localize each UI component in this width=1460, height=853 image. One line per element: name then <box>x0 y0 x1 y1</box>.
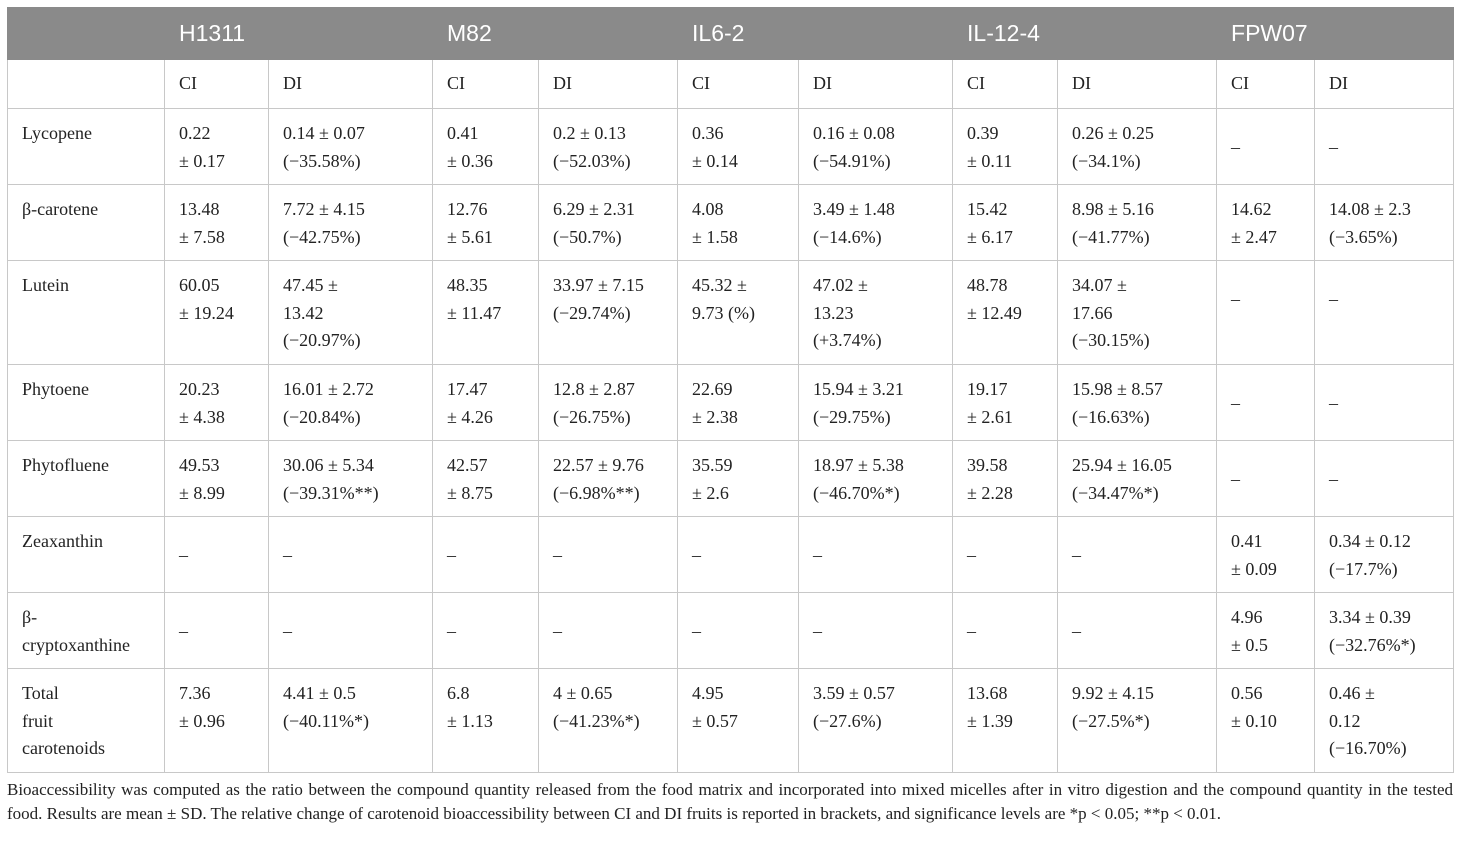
data-cell: 8.98 ± 5.16 (−41.77%) <box>1058 185 1217 261</box>
data-cell: – <box>1329 393 1339 413</box>
data-cell: – <box>553 621 563 641</box>
group-header: IL-12-4 <box>953 8 1217 60</box>
data-cell: 39.58 ± 2.28 <box>953 441 1058 517</box>
data-cell: 20.23 ± 4.38 <box>165 365 269 441</box>
subheader-cell: CI <box>953 60 1058 109</box>
data-cell: 19.17 ± 2.61 <box>953 365 1058 441</box>
data-cell: 49.53 ± 8.99 <box>165 441 269 517</box>
group-header-row <box>8 8 1454 60</box>
data-cell: 0.2 ± 0.13 (−52.03%) <box>539 109 678 185</box>
table-row <box>8 365 1454 441</box>
data-cell-wrap <box>953 593 1058 669</box>
row-label: Phytoene <box>8 365 165 441</box>
data-cell: – <box>283 621 292 641</box>
data-cell: 15.94 ± 3.21 (−29.75%) <box>799 365 953 441</box>
table-row <box>8 669 1454 773</box>
data-cell: 7.72 ± 4.15 (−42.75%) <box>269 185 433 261</box>
data-cell: 0.36 ± 0.14 <box>678 109 799 185</box>
data-cell: – <box>1072 545 1082 565</box>
corner-cell <box>8 8 165 60</box>
data-cell: 0.41 ± 0.09 <box>1217 517 1315 593</box>
data-cell: 25.94 ± 16.05 (−34.47%*) <box>1058 441 1217 517</box>
group-header: H1311 <box>165 8 433 60</box>
data-cell: 48.35 ± 11.47 <box>433 261 539 365</box>
data-cell-wrap <box>799 593 953 669</box>
data-cell: – <box>1231 393 1241 413</box>
data-cell: – <box>283 545 292 565</box>
data-cell: 0.46 ± 0.12 (−16.70%) <box>1315 669 1454 773</box>
data-cell: – <box>179 545 188 565</box>
row-label: β-carotene <box>8 185 165 261</box>
data-cell: 33.97 ± 7.15 (−29.74%) <box>539 261 678 365</box>
row-label: Total fruit carotenoids <box>8 669 165 773</box>
group-header: IL6-2 <box>678 8 953 60</box>
data-cell: 15.98 ± 8.57 (−16.63%) <box>1058 365 1217 441</box>
data-cell: – <box>447 621 457 641</box>
group-header: M82 <box>433 8 678 60</box>
data-cell: – <box>1231 289 1241 309</box>
data-cell: 48.78 ± 12.49 <box>953 261 1058 365</box>
data-cell-wrap <box>269 593 433 669</box>
subheader-row <box>8 60 1454 109</box>
data-cell: 0.56 ± 0.10 <box>1217 669 1315 773</box>
data-cell: – <box>1072 621 1082 641</box>
data-cell-wrap <box>1315 365 1454 441</box>
subheader-cell: CI <box>165 60 269 109</box>
table-row <box>8 517 1454 593</box>
subheader-cell: DI <box>1315 60 1454 109</box>
data-cell-wrap <box>1217 261 1315 365</box>
table-row <box>8 185 1454 261</box>
data-cell: 4.96 ± 0.5 <box>1217 593 1315 669</box>
data-cell: 47.45 ± 13.42 (−20.97%) <box>269 261 433 365</box>
row-label: Zeaxanthin <box>8 517 165 593</box>
data-cell: – <box>967 621 977 641</box>
data-cell: 9.92 ± 4.15 (−27.5%*) <box>1058 669 1217 773</box>
data-cell-wrap <box>799 517 953 593</box>
data-cell: 4 ± 0.65 (−41.23%*) <box>539 669 678 773</box>
data-cell: 47.02 ± 13.23 (+3.74%) <box>799 261 953 365</box>
data-cell: 6.8 ± 1.13 <box>433 669 539 773</box>
data-cell-wrap <box>1058 593 1217 669</box>
data-cell: – <box>967 545 977 565</box>
data-cell: – <box>1329 289 1339 309</box>
data-cell: 0.26 ± 0.25 (−34.1%) <box>1058 109 1217 185</box>
table-row <box>8 593 1454 669</box>
subheader-cell: DI <box>799 60 953 109</box>
data-cell: 17.47 ± 4.26 <box>433 365 539 441</box>
data-cell: – <box>1231 137 1241 157</box>
subheader-cell: CI <box>678 60 799 109</box>
data-cell-wrap <box>165 517 269 593</box>
data-cell-wrap <box>165 593 269 669</box>
data-cell: 12.76 ± 5.61 <box>433 185 539 261</box>
data-cell: 0.34 ± 0.12 (−17.7%) <box>1315 517 1454 593</box>
data-cell: 6.29 ± 2.31 (−50.7%) <box>539 185 678 261</box>
data-cell-wrap <box>1315 109 1454 185</box>
data-cell-wrap <box>1217 365 1315 441</box>
data-cell: – <box>813 621 823 641</box>
data-cell-wrap <box>1217 441 1315 517</box>
data-cell: 22.69 ± 2.38 <box>678 365 799 441</box>
data-cell-wrap <box>1315 441 1454 517</box>
data-cell-wrap <box>269 517 433 593</box>
carotenoid-bioaccessibility-table <box>7 7 1454 773</box>
group-header: FPW07 <box>1217 8 1454 60</box>
data-cell: 4.08 ± 1.58 <box>678 185 799 261</box>
data-cell: – <box>692 545 702 565</box>
table-footnote: Bioaccessibility was computed as the ratio between the compound quantity released from the food matrix and incorporated into mixed micelles after in vitro digestion and the compound quantity in the tested food. Results are mean ± SD. The relative change of carotenoid bioaccessibility between CI and DI fruits is reported in brackets, and significance levels are *p < 0.05; **p < 0.01. <box>7 780 1453 823</box>
data-cell: – <box>1329 137 1339 157</box>
data-cell: – <box>813 545 823 565</box>
data-cell: 34.07 ± 17.66 (−30.15%) <box>1058 261 1217 365</box>
data-cell: 0.14 ± 0.07 (−35.58%) <box>269 109 433 185</box>
data-cell: 14.62 ± 2.47 <box>1217 185 1315 261</box>
data-cell: 3.34 ± 0.39 (−32.76%*) <box>1315 593 1454 669</box>
data-cell: 0.41 ± 0.36 <box>433 109 539 185</box>
data-cell: 4.41 ± 0.5 (−40.11%*) <box>269 669 433 773</box>
data-cell: 18.97 ± 5.38 (−46.70%*) <box>799 441 953 517</box>
data-cell: 60.05 ± 19.24 <box>165 261 269 365</box>
data-cell: 7.36 ± 0.96 <box>165 669 269 773</box>
data-cell-wrap <box>1217 109 1315 185</box>
subheader-cell: DI <box>539 60 678 109</box>
row-label: Lycopene <box>8 109 165 185</box>
subheader-cell: CI <box>433 60 539 109</box>
data-cell: – <box>1329 469 1339 489</box>
row-label: Lutein <box>8 261 165 365</box>
data-cell: 3.49 ± 1.48 (−14.6%) <box>799 185 953 261</box>
data-cell-wrap <box>678 593 799 669</box>
data-cell: 14.08 ± 2.3 (−3.65%) <box>1315 185 1454 261</box>
data-cell: 45.32 ± 9.73 (%) <box>678 261 799 365</box>
row-label: Phytofluene <box>8 441 165 517</box>
data-cell-wrap <box>539 517 678 593</box>
data-cell-wrap <box>953 517 1058 593</box>
row-label: β- cryptoxanthine <box>8 593 165 669</box>
data-cell-wrap <box>433 517 539 593</box>
data-cell-wrap <box>1058 517 1217 593</box>
data-cell-wrap <box>539 593 678 669</box>
subheader-cell: DI <box>269 60 433 109</box>
data-cell: 0.39 ± 0.11 <box>953 109 1058 185</box>
data-cell: – <box>1231 469 1241 489</box>
data-cell: 12.8 ± 2.87 (−26.75%) <box>539 365 678 441</box>
subheader-cell: DI <box>1058 60 1217 109</box>
data-cell: 16.01 ± 2.72 (−20.84%) <box>269 365 433 441</box>
data-cell: – <box>553 545 563 565</box>
data-cell: 0.16 ± 0.08 (−54.91%) <box>799 109 953 185</box>
data-cell-wrap <box>678 517 799 593</box>
data-cell: 4.95 ± 0.57 <box>678 669 799 773</box>
data-cell: 42.57 ± 8.75 <box>433 441 539 517</box>
data-cell: 15.42 ± 6.17 <box>953 185 1058 261</box>
data-cell: 22.57 ± 9.76 (−6.98%**) <box>539 441 678 517</box>
data-cell: 35.59 ± 2.6 <box>678 441 799 517</box>
table-row <box>8 261 1454 365</box>
data-cell: – <box>179 621 188 641</box>
data-cell-wrap <box>433 593 539 669</box>
data-cell: 13.48 ± 7.58 <box>165 185 269 261</box>
table-row <box>8 441 1454 517</box>
data-cell: 30.06 ± 5.34 (−39.31%**) <box>269 441 433 517</box>
table-row <box>8 109 1454 185</box>
subheader-blank <box>8 60 165 109</box>
data-cell: – <box>447 545 457 565</box>
data-cell: 0.22 ± 0.17 <box>165 109 269 185</box>
data-cell-wrap <box>1315 261 1454 365</box>
data-cell: 3.59 ± 0.57 (−27.6%) <box>799 669 953 773</box>
data-cell: – <box>692 621 702 641</box>
data-cell: 13.68 ± 1.39 <box>953 669 1058 773</box>
subheader-cell: CI <box>1217 60 1315 109</box>
